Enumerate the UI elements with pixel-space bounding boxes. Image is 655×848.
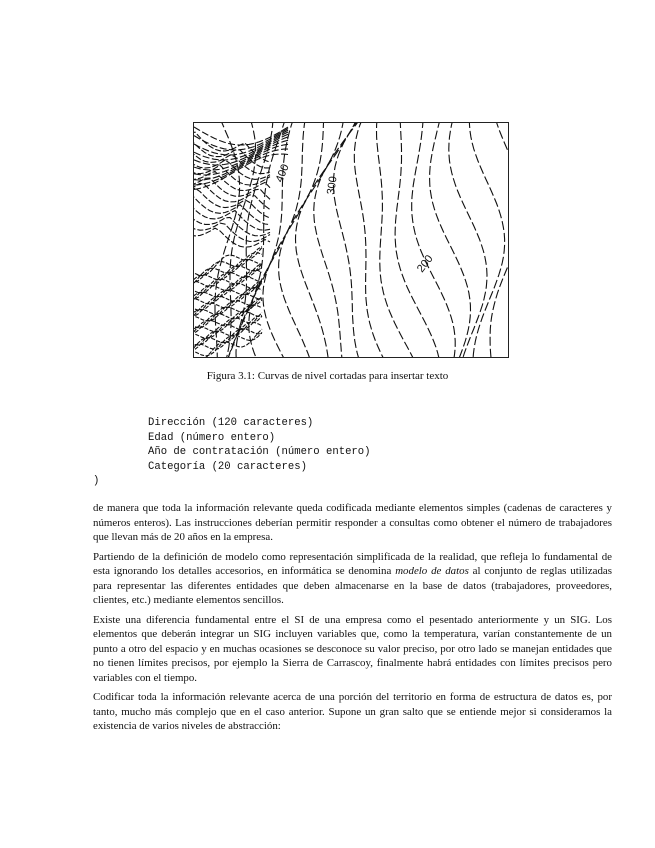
contour-line (194, 247, 262, 283)
code-line: Edad (número entero) (148, 431, 276, 444)
contour-line (490, 123, 508, 357)
contour-label-200: 200 (414, 252, 436, 275)
paragraph-text: Partiendo de la definición de modelo como representación simplificada de la realidad, que refleja lo fundamental de esta ignorando los detalles accesorios, en informática se denomina (93, 550, 612, 577)
code-block (93, 416, 371, 489)
paragraph-text: al conjunto de reglas utilizadas para representar las diferentes entidades que deben almacenarse en la base de datos (trabajadores, proveedores, clientes, etc.) mediante elementos sencillos. (93, 565, 612, 606)
contour-label-300: 300 (325, 175, 340, 196)
contour-line (194, 132, 289, 161)
contour-line (194, 266, 262, 287)
contour-line (296, 123, 357, 357)
paragraph (93, 550, 612, 608)
code-line: Categoría (20 caracteres) (148, 460, 307, 473)
contour-line (194, 188, 270, 218)
contour-line (333, 123, 359, 357)
contour-line (194, 228, 270, 247)
contour-map-figure (193, 122, 509, 358)
contour-label-400: 400 (273, 162, 292, 185)
contour-line (194, 281, 262, 317)
contour-line (194, 193, 270, 224)
body-text (93, 501, 612, 739)
code-line: Año de contratación (número entero) (148, 446, 371, 459)
code-closing-paren: ) (93, 475, 100, 488)
contour-line (279, 123, 344, 357)
contour-line (194, 171, 270, 190)
contour-line (249, 123, 305, 357)
paragraph: Codificar toda la información relevante acerca de una porción del territorio en forma de estructura de datos es, por tanto, mucho más complejo que en el caso anterior. Supone un gran salto que se entiende mejor si consideramos la existencia de varios niveles de abstracción: (93, 691, 612, 732)
code-line: Dirección (120 caracteres) (148, 417, 314, 429)
contour-line (430, 123, 471, 357)
contour-map (194, 123, 508, 357)
paragraph: de manera que toda la información relevante queda codificada mediante elementos simples (cadenas de caracteres y números enteros). Las instrucciones deberían permitir responder a consultas como obtener el número de trabajadores que llevan más de 20 años en la empresa. (93, 502, 612, 543)
figure-caption: Figura 3.1: Curvas de nivel cortadas para insertar texto (206, 370, 449, 382)
contour-line (412, 123, 456, 357)
contour-line (354, 123, 384, 357)
paragraph: Existe una diferencia fundamental entre el SI de una empresa como el pesentado anteriormente y un SIG. Los elementos que deberán integrar un SIG incluyen variables que, como la temperatura, varían constantemente de un punto a otro del espacio y en muchas ocasiones se desconoce su valor preciso, por otro lado se manejan entidades que no tienen límites precisos, por ejemplo la Sierra de Carrascoy, finalmente habrá entidades con límites precisos pero variables con el tiempo. (93, 613, 612, 684)
contour-line (469, 123, 504, 357)
contour-line (194, 178, 270, 199)
term-emphasis: modelo de datos (395, 565, 469, 577)
contour-line (194, 264, 262, 300)
